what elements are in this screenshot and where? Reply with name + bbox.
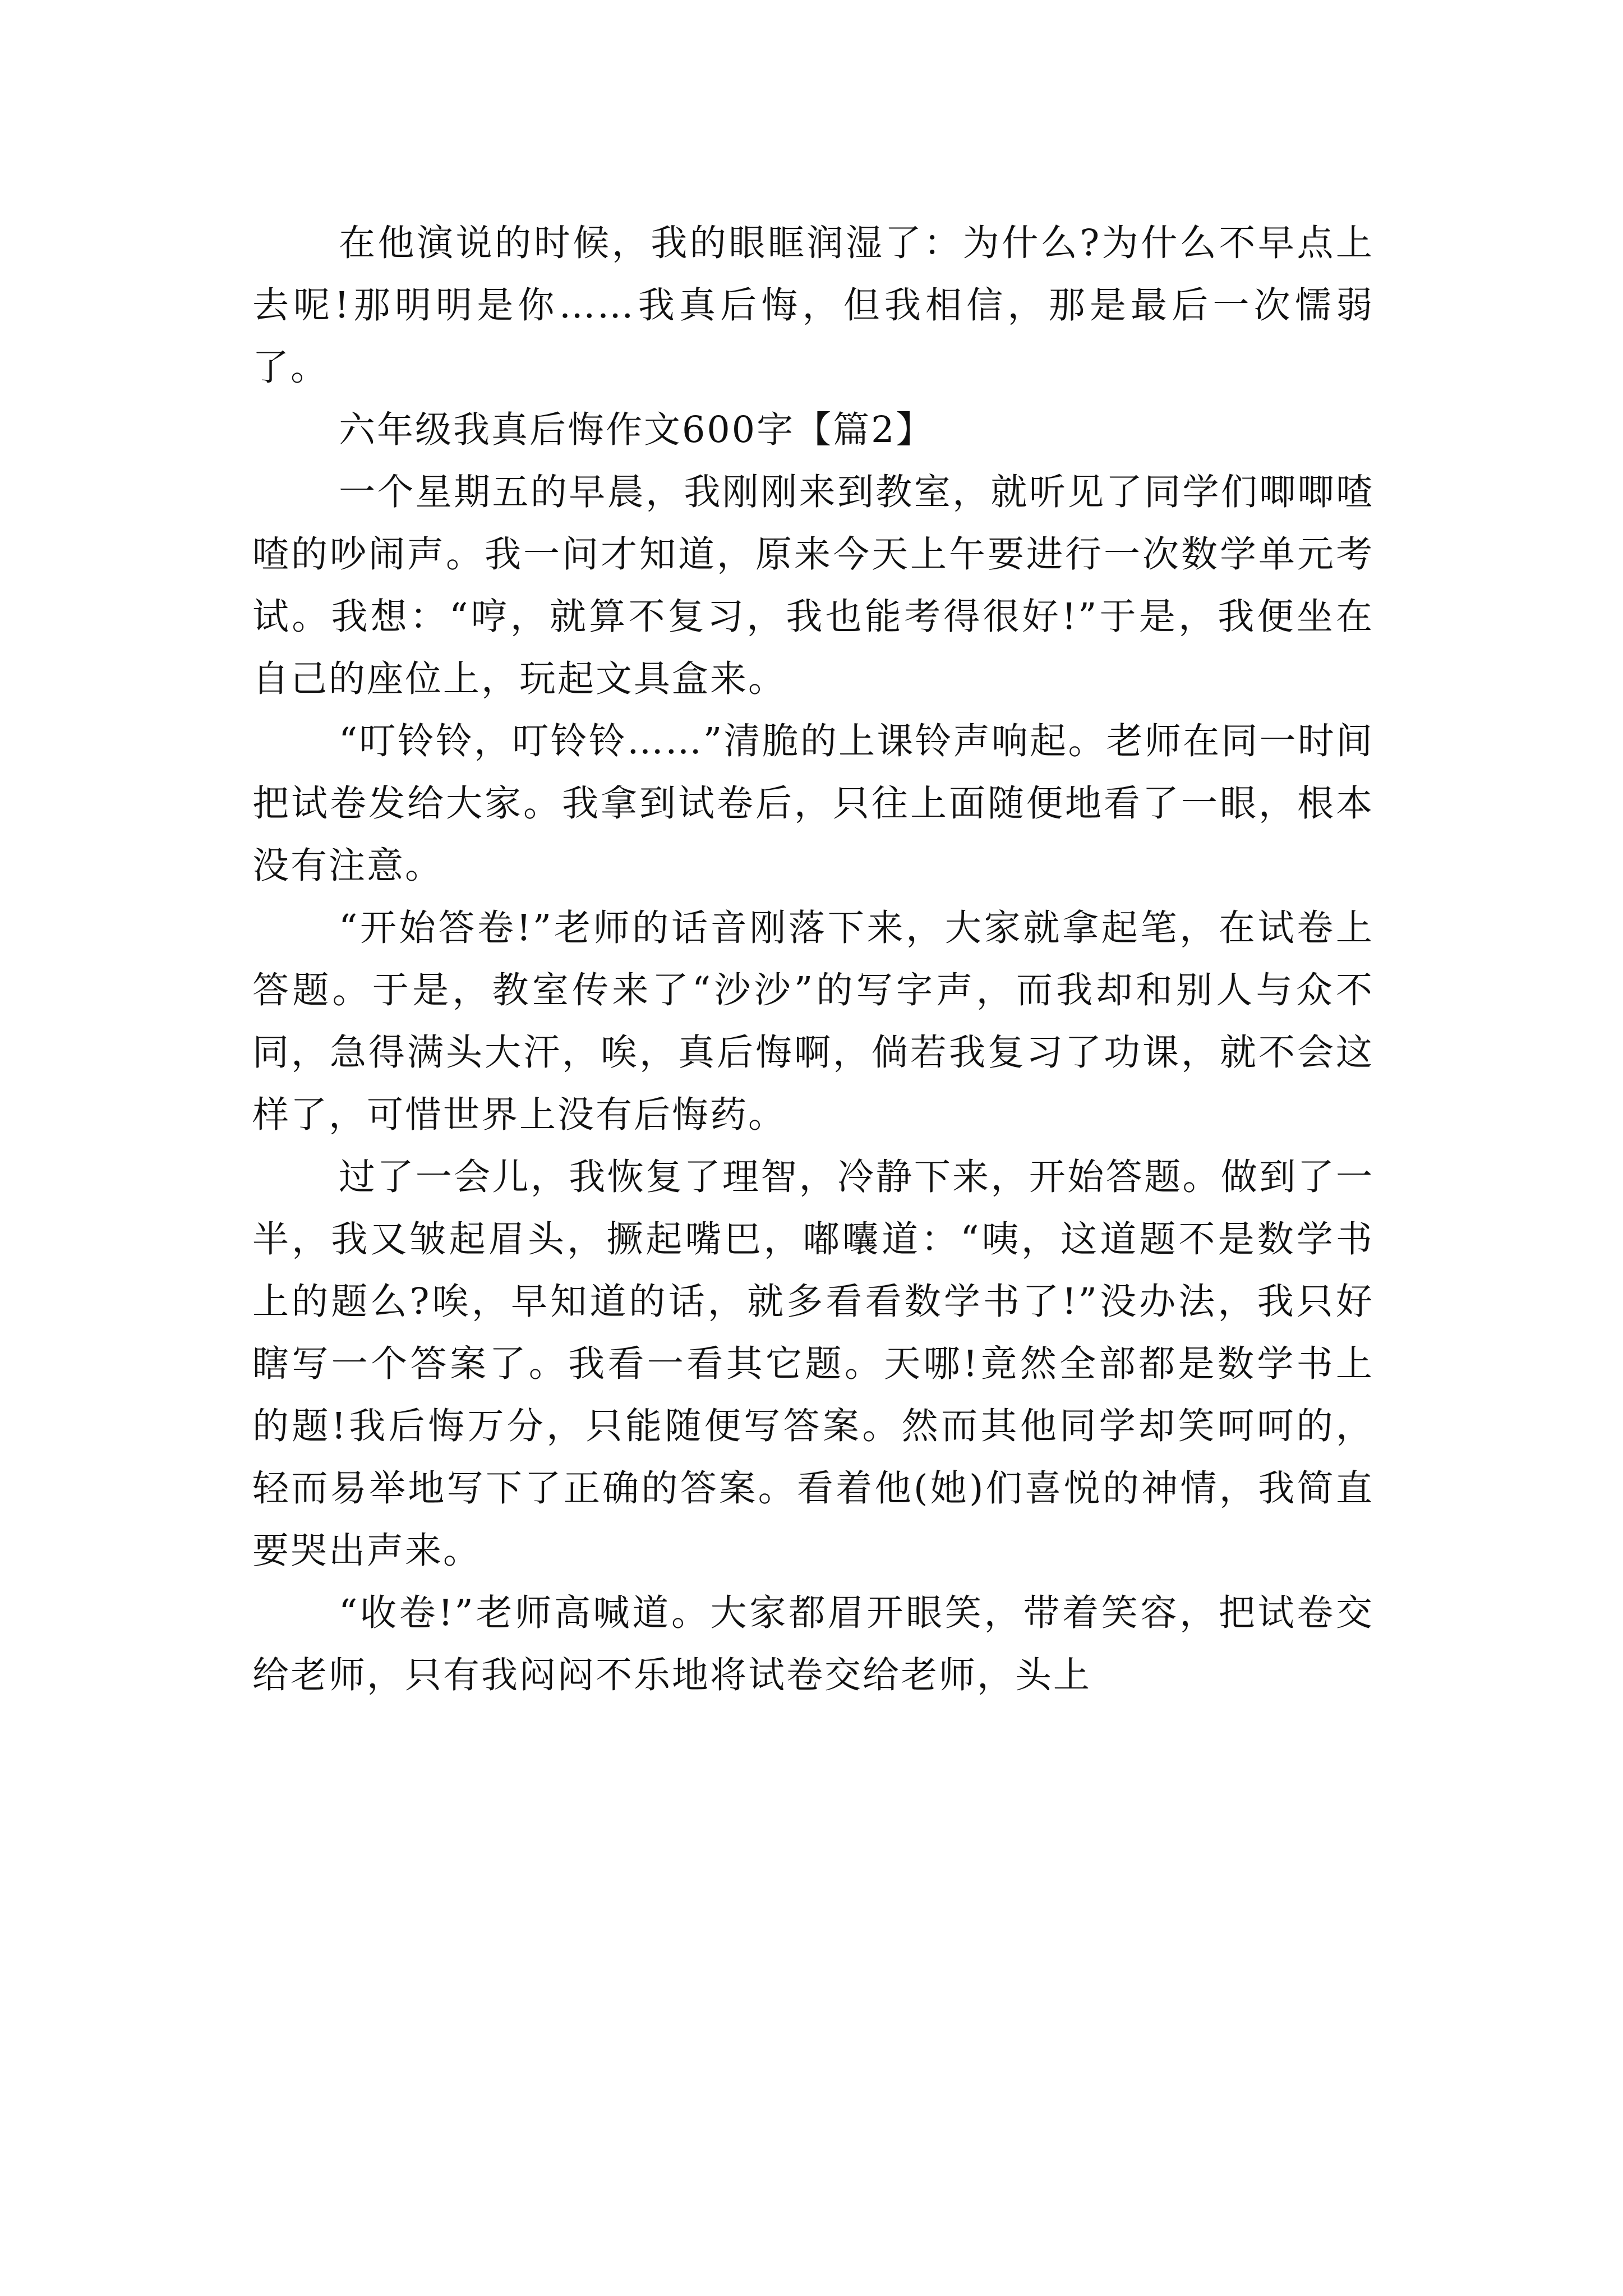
paragraph-2: 一个星期五的早晨，我刚刚来到教室，就听见了同学们唧唧喳喳的吵闹声。我一问才知道，原来今天上午要进行一次数学单元考试。我想：“哼，就算不复习，我也能考得很好!”于是，我便坐在自己的座位上，玩起文具盒来。 [252,471,1374,700]
paragraph-6: “收卷!”老师高喊道。大家都眉开眼笑，带着笑容，把试卷交给老师，只有我闷闷不乐地将试卷交给老师，头上 [252,1592,1374,1696]
paragraph-1: 在他演说的时候，我的眼眶润湿了：为什么?为什么不早点上去呢!那明明是你……我真后悔，但我相信，那是最后一次懦弱了。 [252,222,1374,389]
paragraph-3: “叮铃铃，叮铃铃……”清脆的上课铃声响起。老师在同一时间把试卷发给大家。我拿到试卷后，只往上面随便地看了一眼，根本没有注意。 [252,720,1374,887]
paragraph-4: “开始答卷!”老师的话音刚落下来，大家就拿起笔，在试卷上答题。于是，教室传来了“沙沙”的写字声，而我却和别人与众不同，急得满头大汗，唉，真后悔啊，倘若我复习了功课，就不会这样了，可惜世界上没有后悔药。 [252,907,1374,1136]
paragraph-5: 过了一会儿，我恢复了理智，冷静下来，开始答题。做到了一半，我又皱起眉头，撅起嘴巴，嘟囔道：“咦，这道题不是数学书上的题么?唉，早知道的话，就多看看数学书了!”没办法，我只好瞎写一个答案了。我看一看其它题。天哪!竟然全部都是数学书上的题!我后悔万分，只能随便写答案。然而其他同学却笑呵呵的，轻而易举地写下了正确的答案。看着他(她)们喜悦的神情，我简直要哭出声来。 [252,1156,1374,1572]
section-heading: 六年级我真后悔作文600字【篇2】 [339,409,934,451]
document-body [252,212,1374,1706]
